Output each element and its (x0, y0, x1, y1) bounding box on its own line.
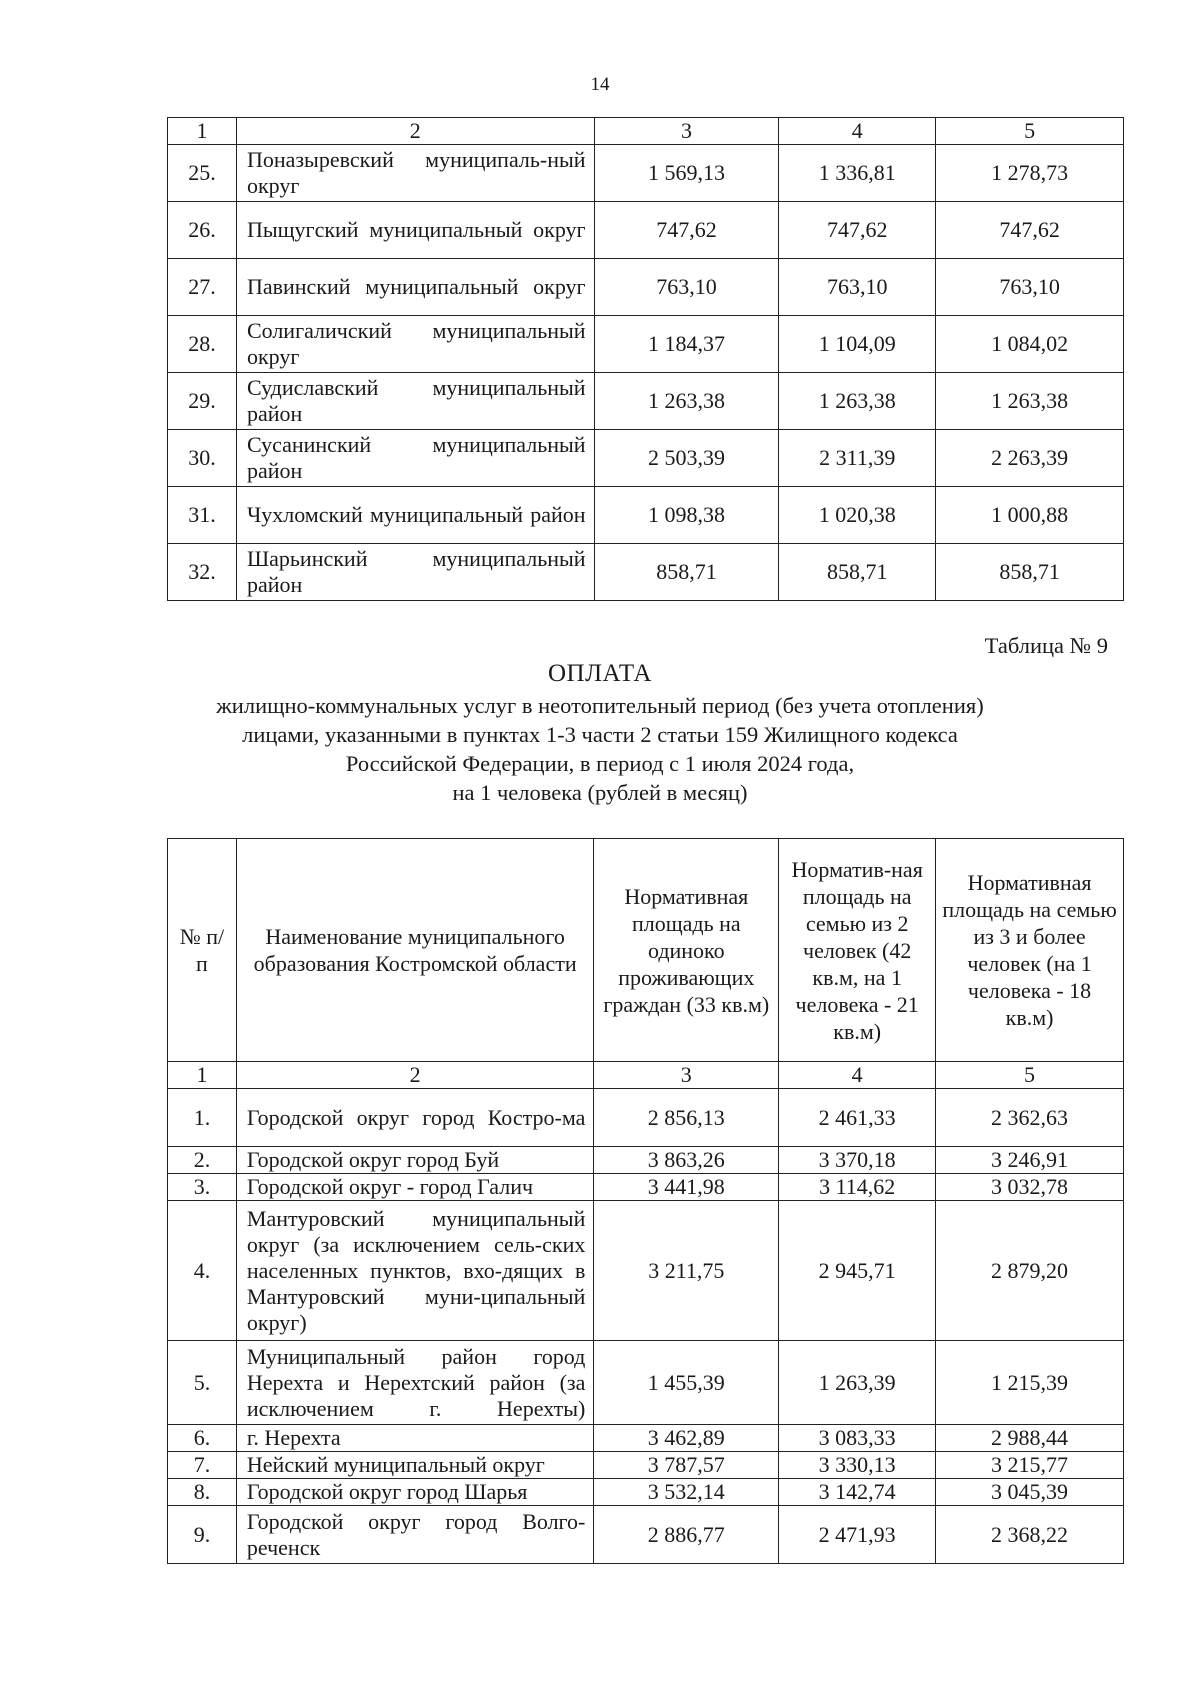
value-family-2: 3 083,33 (779, 1425, 936, 1452)
row-number: 6. (168, 1425, 237, 1452)
value-single: 1 455,39 (594, 1341, 779, 1425)
value-single: 3 441,98 (594, 1174, 779, 1201)
table-row (168, 487, 1124, 544)
column-number: 1 (168, 1062, 237, 1089)
value-single: 3 211,75 (594, 1201, 779, 1341)
value-family-2: 1 020,38 (779, 487, 936, 544)
value-single: 2 886,77 (594, 1506, 779, 1564)
value-family-3: 3 215,77 (936, 1452, 1124, 1479)
value-family-3: 2 988,44 (936, 1425, 1124, 1452)
column-number: 3 (594, 1062, 779, 1089)
column-number-row (168, 118, 1124, 145)
row-number: 2. (168, 1147, 237, 1174)
header-municipality: Наименование муниципального образования Костромской области (236, 839, 593, 1062)
column-number: 4 (779, 118, 936, 145)
row-number: 8. (168, 1479, 237, 1506)
value-family-3: 2 263,39 (936, 430, 1124, 487)
value-family-2: 3 142,74 (779, 1479, 936, 1506)
municipality-name: Поназыревский муниципаль-ный округ (236, 145, 594, 202)
table-row (168, 259, 1124, 316)
value-family-3: 1 084,02 (936, 316, 1124, 373)
row-number: 30. (168, 430, 237, 487)
municipality-name: Городской округ город Шарья (236, 1479, 593, 1506)
table-row (168, 1425, 1124, 1452)
table-row (168, 1201, 1124, 1341)
value-family-3: 858,71 (936, 544, 1124, 601)
column-number: 5 (936, 118, 1124, 145)
table-number: Таблица № 9 (984, 633, 1108, 658)
value-single: 858,71 (594, 544, 779, 601)
value-single: 763,10 (594, 259, 779, 316)
value-family-2: 1 336,81 (779, 145, 936, 202)
municipality-name: Городской округ - город Галич (236, 1174, 593, 1201)
table-row (168, 1147, 1124, 1174)
value-single: 1 098,38 (594, 487, 779, 544)
municipality-name: Сусанинский муниципальный район (236, 430, 594, 487)
row-number: 31. (168, 487, 237, 544)
municipality-name: Муниципальный район город Нерехта и Нерехтский район (за исключением г. Нерехты) (236, 1341, 593, 1425)
row-number: 5. (168, 1341, 237, 1425)
municipality-name: Мантуровский муниципальный округ (за исключением сель-ских населенных пунктов, вхо-дящих в Мантуровский муни-ципальный округ) (236, 1201, 593, 1341)
value-family-2: 3 114,62 (779, 1174, 936, 1201)
value-family-3: 1 000,88 (936, 487, 1124, 544)
value-single: 1 263,38 (594, 373, 779, 430)
row-number: 25. (168, 145, 237, 202)
column-number: 1 (168, 118, 237, 145)
municipality-name: Павинский муниципальный округ (236, 259, 594, 316)
value-single: 3 462,89 (594, 1425, 779, 1452)
header-family-2: Норматив-ная площадь на семью из 2 человек (42 кв.м, на 1 человека - 21 кв.м) (779, 839, 936, 1062)
column-number: 2 (236, 1062, 593, 1089)
value-family-2: 763,10 (779, 259, 936, 316)
value-family-2: 2 461,33 (779, 1089, 936, 1147)
table-row (168, 1174, 1124, 1201)
municipality-name: Нейский муниципальный округ (236, 1452, 593, 1479)
value-family-3: 1 263,38 (936, 373, 1124, 430)
header-single: Нормативная площадь на одиноко проживающих граждан (33 кв.м) (594, 839, 779, 1062)
value-family-3: 2 879,20 (936, 1201, 1124, 1341)
value-family-3: 3 032,78 (936, 1174, 1124, 1201)
municipality-name: Шарьинский муниципальный район (236, 544, 594, 601)
row-number: 26. (168, 202, 237, 259)
payment-table (167, 838, 1124, 1564)
table-row (168, 373, 1124, 430)
value-family-3: 3 045,39 (936, 1479, 1124, 1506)
value-family-3: 2 362,63 (936, 1089, 1124, 1147)
table-row (168, 430, 1124, 487)
value-single: 747,62 (594, 202, 779, 259)
value-family-3: 763,10 (936, 259, 1124, 316)
municipality-name: Солигаличский муниципальный округ (236, 316, 594, 373)
row-number: 32. (168, 544, 237, 601)
value-family-2: 1 104,09 (779, 316, 936, 373)
municipality-name: Судиславский муниципальный район (236, 373, 594, 430)
value-family-2: 3 330,13 (779, 1452, 936, 1479)
value-family-3: 1 215,39 (936, 1341, 1124, 1425)
table-title: ОПЛАТА (547, 660, 652, 687)
municipality-name: Городской округ город Буй (236, 1147, 593, 1174)
municipality-name: г. Нерехта (236, 1425, 593, 1452)
table-row (168, 1341, 1124, 1425)
subtitle-line: на 1 человека (рублей в месяц) (452, 780, 748, 805)
value-single: 2 856,13 (594, 1089, 779, 1147)
value-single: 1 569,13 (594, 145, 779, 202)
column-number: 3 (594, 118, 779, 145)
column-number: 4 (779, 1062, 936, 1089)
row-number: 29. (168, 373, 237, 430)
municipality-name: Городской округ город Волго-реченск (236, 1506, 593, 1564)
page-number: 14 (590, 74, 610, 95)
subtitle-line: жилищно-коммунальных услуг в неотопительный период (без учета отопления) (216, 693, 984, 718)
value-family-2: 2 471,93 (779, 1506, 936, 1564)
value-family-2: 3 370,18 (779, 1147, 936, 1174)
continued-table (167, 117, 1124, 601)
value-single: 3 787,57 (594, 1452, 779, 1479)
municipality-name: Чухломский муниципальный район (236, 487, 594, 544)
table-row (168, 1452, 1124, 1479)
table-row (168, 1089, 1124, 1147)
table-row (168, 316, 1124, 373)
table-row (168, 544, 1124, 601)
row-number: 28. (168, 316, 237, 373)
value-family-3: 747,62 (936, 202, 1124, 259)
table-row (168, 202, 1124, 259)
value-family-2: 1 263,39 (779, 1341, 936, 1425)
row-number: 1. (168, 1089, 237, 1147)
value-family-2: 2 945,71 (779, 1201, 936, 1341)
value-family-3: 3 246,91 (936, 1147, 1124, 1174)
subtitle-line: Российской Федерации, в период с 1 июля 2024 года, (345, 751, 855, 776)
row-number: 7. (168, 1452, 237, 1479)
value-single: 2 503,39 (594, 430, 779, 487)
header-family-3: Нормативная площадь на семью из 3 и более человек (на 1 человека - 18 кв.м) (936, 839, 1124, 1062)
value-family-2: 747,62 (779, 202, 936, 259)
table-subtitle (0, 691, 1200, 807)
value-family-2: 2 311,39 (779, 430, 936, 487)
value-family-3: 2 368,22 (936, 1506, 1124, 1564)
header-number: № п/п (168, 839, 237, 1062)
table-row (168, 1506, 1124, 1564)
municipality-name: Городской округ город Костро-ма (236, 1089, 593, 1147)
value-single: 3 863,26 (594, 1147, 779, 1174)
column-number: 2 (236, 118, 594, 145)
row-number: 27. (168, 259, 237, 316)
value-family-3: 1 278,73 (936, 145, 1124, 202)
subtitle-line: лицами, указанными в пунктах 1-3 части 2 статьи 159 Жилищного кодекса (242, 722, 958, 747)
table-row (168, 1479, 1124, 1506)
municipality-name: Пыщугский муниципальный округ (236, 202, 594, 259)
column-number: 5 (936, 1062, 1124, 1089)
table-row (168, 145, 1124, 202)
row-number: 3. (168, 1174, 237, 1201)
value-family-2: 1 263,38 (779, 373, 936, 430)
row-number: 9. (168, 1506, 237, 1564)
value-family-2: 858,71 (779, 544, 936, 601)
row-number: 4. (168, 1201, 237, 1341)
header-row (168, 839, 1124, 1062)
value-single: 1 184,37 (594, 316, 779, 373)
column-number-row (168, 1062, 1124, 1089)
value-single: 3 532,14 (594, 1479, 779, 1506)
